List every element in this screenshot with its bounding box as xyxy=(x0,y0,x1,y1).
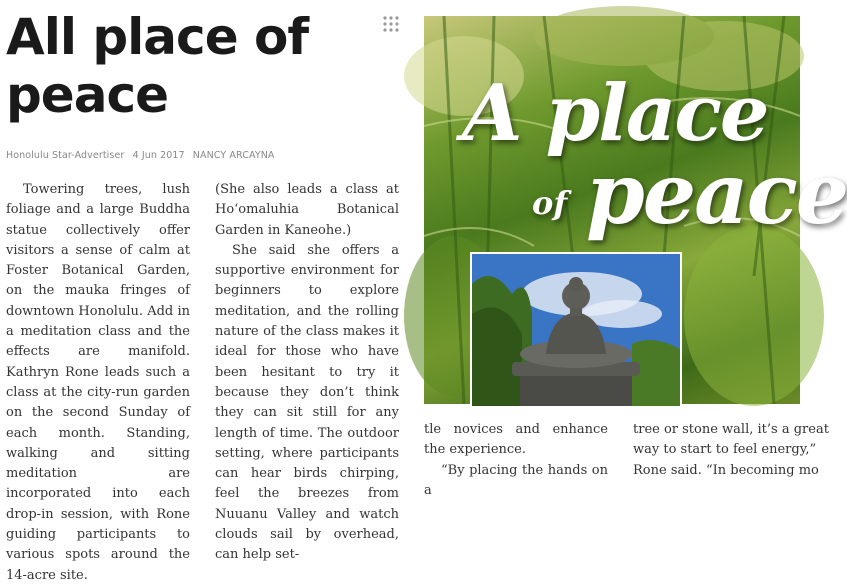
hero-title-line-2: peace xyxy=(586,144,847,243)
paragraph: tle novices and enhance the experience. xyxy=(424,422,608,458)
author-name[interactable]: NANCY ARCAYNA xyxy=(192,150,275,161)
text-line: tree or stone wall, it’s a great xyxy=(633,422,829,437)
publish-date: 4 Jun 2017 xyxy=(132,150,185,161)
hero-title-line-1: A place xyxy=(462,68,768,159)
hero-title-of: of xyxy=(532,184,568,222)
page-title: All place of peace xyxy=(6,8,309,124)
byline xyxy=(6,150,280,161)
hero-image xyxy=(424,16,847,404)
text-line: way to start to feel energy,” xyxy=(633,442,817,458)
article-column-3 xyxy=(424,420,608,501)
paragraph: She said she offers a supportive environment for beginners to explore meditation, and the rolling nature of the class makes it ideal for those who have been hesitant to try it because they don’t think they can sit still for any length of time. The outdoor setting, where participants can hear birds chirping, feel the breezes from Nuuanu Valley and watch clouds sail by overhead, can help set- xyxy=(215,242,399,563)
buddha-photo xyxy=(470,252,682,408)
article-column-2 xyxy=(215,180,399,566)
article-column-1 xyxy=(6,180,190,586)
source-name: Honolulu Star-Advertiser xyxy=(6,150,125,161)
grid-dots-icon[interactable] xyxy=(383,16,399,32)
paragraph: (She also leads a class at Ho‘omaluhia Botanical Garden in Kaneohe.) xyxy=(215,182,399,238)
text-line: Rone said. “In becoming mo xyxy=(633,462,819,478)
buddha-statue-icon xyxy=(472,254,680,406)
paragraph: “By placing the hands on a xyxy=(424,462,608,498)
article-column-4 xyxy=(633,420,829,481)
paragraph: Towering trees, lush foliage and a large Buddha statue collectively offer visitors a sense of calm at Foster Botanical Garden, on the mauka fringes of downtown Honolulu. Add in a meditation class and the effects are manifold. Kathryn Rone leads such a class at the city-run garden on the second Sunday of each month. Standing, walking and sitting meditation are incorporated into each drop-in session, with Rone guiding participants to various spots around the 14-acre site. xyxy=(6,182,190,583)
